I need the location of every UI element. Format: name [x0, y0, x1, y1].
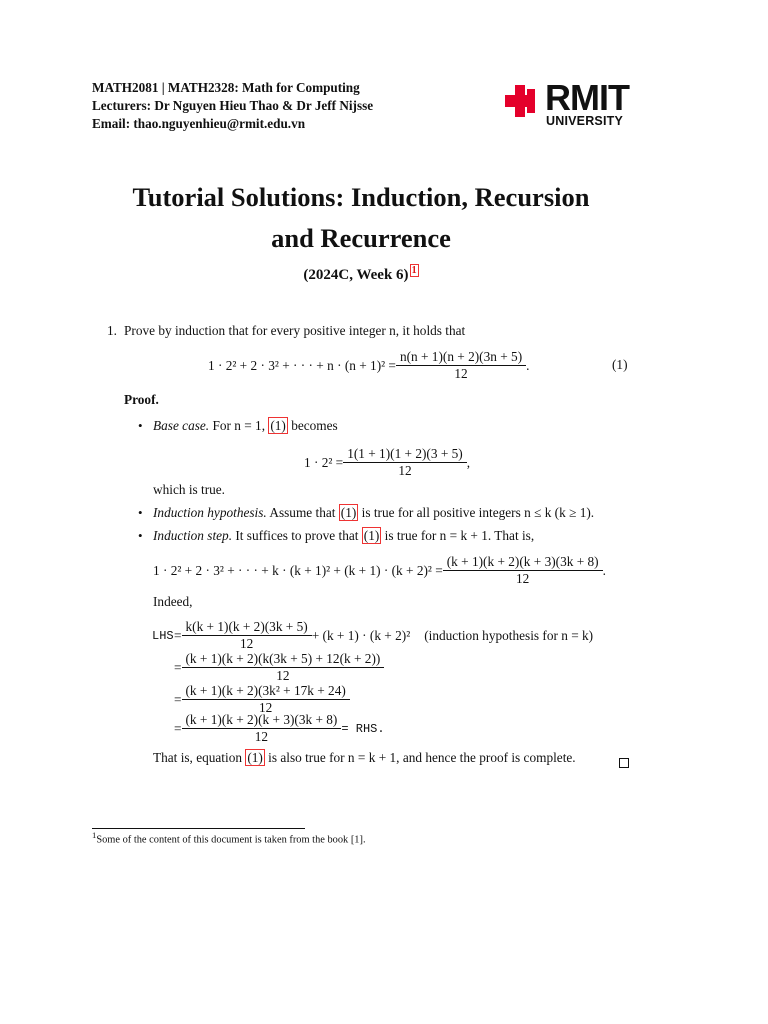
- hypothesis-text-b: is true for all positive integers n ≤ k (k ≥ 1).: [361, 505, 595, 520]
- base-case-conclusion: which is true.: [153, 482, 226, 497]
- title-line-2: and Recurrence: [271, 223, 451, 253]
- derivation-denominator: 12: [182, 728, 342, 745]
- email-line: Email: thao.nguyenhieu@rmit.edu.vn: [92, 116, 306, 131]
- subtitle-text: (2024C, Week 6): [303, 267, 409, 283]
- eq1-fraction: [398, 349, 524, 382]
- derivation-line: [152, 619, 593, 652]
- equation-tag: (1): [612, 357, 628, 372]
- problem-statement: Prove by induction that for every positive integer n, it holds that: [124, 323, 466, 338]
- footnote-text: Some of the content of this document is taken from the book [1].: [96, 834, 366, 846]
- base-case-text-b: becomes: [291, 418, 338, 433]
- base-case-name: Base case.: [153, 418, 210, 433]
- conclusion-text-a: That is, equation: [153, 750, 242, 765]
- eq1-lhs: 1 · 2² + 2 · 3² + · · · + n · (n + 1)² =: [208, 357, 396, 373]
- derivation-fraction: [184, 619, 310, 652]
- subtitle: [60, 265, 662, 284]
- course-line: MATH2081 | MATH2328: Math for Computing: [92, 80, 360, 95]
- step-eq-fraction: [445, 554, 601, 587]
- base-case-text-a: For n = 1,: [212, 418, 266, 433]
- bullet-icon: •: [138, 505, 143, 520]
- logo-wordmark: RMIT: [545, 77, 629, 118]
- derivation-numerator: (k + 1)(k + 2)(3k² + 17k + 24): [185, 683, 346, 698]
- derivation-fraction: [184, 712, 340, 745]
- base-eq-numerator: 1(1 + 1)(1 + 2)(3 + 5): [347, 446, 463, 461]
- footnote: [92, 830, 366, 845]
- problem-number: 1.: [107, 323, 117, 338]
- base-eq-fraction: [345, 446, 465, 479]
- hypothesis-line: [153, 505, 594, 521]
- derivation-suffix: = RHS.: [341, 721, 385, 736]
- derivation-suffix: + (k + 1) · (k + 2)²: [311, 627, 411, 643]
- equation-ref-link[interactable]: (1): [270, 418, 286, 433]
- derivation-line: [174, 651, 384, 684]
- derivation-prefix: LHS: [152, 628, 174, 643]
- logo-subtext: UNIVERSITY: [546, 114, 624, 128]
- bullet-icon: •: [138, 418, 143, 433]
- derivation-denominator: 12: [182, 667, 385, 684]
- footnote-link[interactable]: 1: [411, 265, 417, 276]
- title-line-1: Tutorial Solutions: Induction, Recursion: [132, 182, 590, 212]
- derivation-eq: =: [174, 691, 182, 707]
- step-equation: [153, 554, 606, 587]
- proof-label: Proof.: [124, 392, 159, 407]
- derivation-numerator: k(k + 1)(k + 2)(3k + 5): [185, 619, 308, 634]
- step-text-a: It suffices to prove that: [235, 528, 359, 543]
- derivation-numerator: (k + 1)(k + 2)(k(3k + 5) + 12(k + 2)): [185, 651, 381, 666]
- base-eq-tail: ,: [466, 454, 471, 470]
- eq1-denominator: 12: [396, 365, 526, 382]
- rmit-pixel-mark-icon: [505, 85, 541, 117]
- hypothesis-text-a: Assume that: [269, 505, 336, 520]
- step-text-b: is true for n = k + 1. That is,: [384, 528, 535, 543]
- step-eq-lhs: 1 · 2² + 2 · 3² + · · · + k · (k + 1)² + (k + 1) · (k + 2)² =: [153, 562, 443, 578]
- equation-ref-link[interactable]: (1): [340, 505, 357, 520]
- bullet-icon: •: [138, 528, 143, 543]
- equation-1: [208, 349, 529, 382]
- derivation-numerator: (k + 1)(k + 2)(k + 3)(3k + 8): [185, 712, 338, 727]
- derivation-eq: =: [174, 627, 182, 643]
- derivation-eq: =: [174, 659, 182, 675]
- base-case-equation: [304, 446, 470, 479]
- eq1-numerator: n(n + 1)(n + 2)(3n + 5): [399, 349, 523, 364]
- derivation-fraction: [184, 651, 383, 684]
- qed-square-icon: [619, 753, 629, 772]
- indeed-text: Indeed,: [153, 594, 193, 609]
- footnote-mark: 1: [92, 830, 97, 840]
- eq1-tail: .: [526, 357, 530, 373]
- step-line: [153, 528, 534, 544]
- conclusion-text-b: is also true for n = k + 1, and hence the proof is complete.: [268, 750, 576, 765]
- derivation-note: (induction hypothesis for n = k): [424, 627, 594, 643]
- equation-ref-link[interactable]: (1): [363, 528, 380, 543]
- document-header: [92, 79, 373, 133]
- hypothesis-name: Induction hypothesis.: [153, 505, 267, 520]
- base-eq-lhs: 1 · 2² =: [304, 454, 344, 470]
- derivation-eq: =: [174, 720, 182, 736]
- derivation-denominator: 12: [182, 699, 350, 716]
- equation-ref-link[interactable]: (1): [247, 750, 263, 765]
- step-eq-denominator: 12: [443, 570, 603, 587]
- derivation-denominator: 12: [182, 635, 312, 652]
- step-name: Induction step.: [153, 528, 233, 543]
- base-eq-denominator: 12: [343, 462, 467, 479]
- base-case-line: [153, 418, 338, 434]
- conclusion-line: [153, 750, 576, 766]
- footnote-rule: [92, 828, 305, 829]
- rmit-logo: [505, 77, 641, 129]
- step-eq-tail: .: [602, 562, 606, 578]
- lecturers-line: Lecturers: Dr Nguyen Hieu Thao & Dr Jeff Nijsse: [92, 98, 374, 113]
- step-eq-numerator: (k + 1)(k + 2)(k + 3)(3k + 8): [446, 554, 599, 569]
- derivation-line: [174, 712, 385, 745]
